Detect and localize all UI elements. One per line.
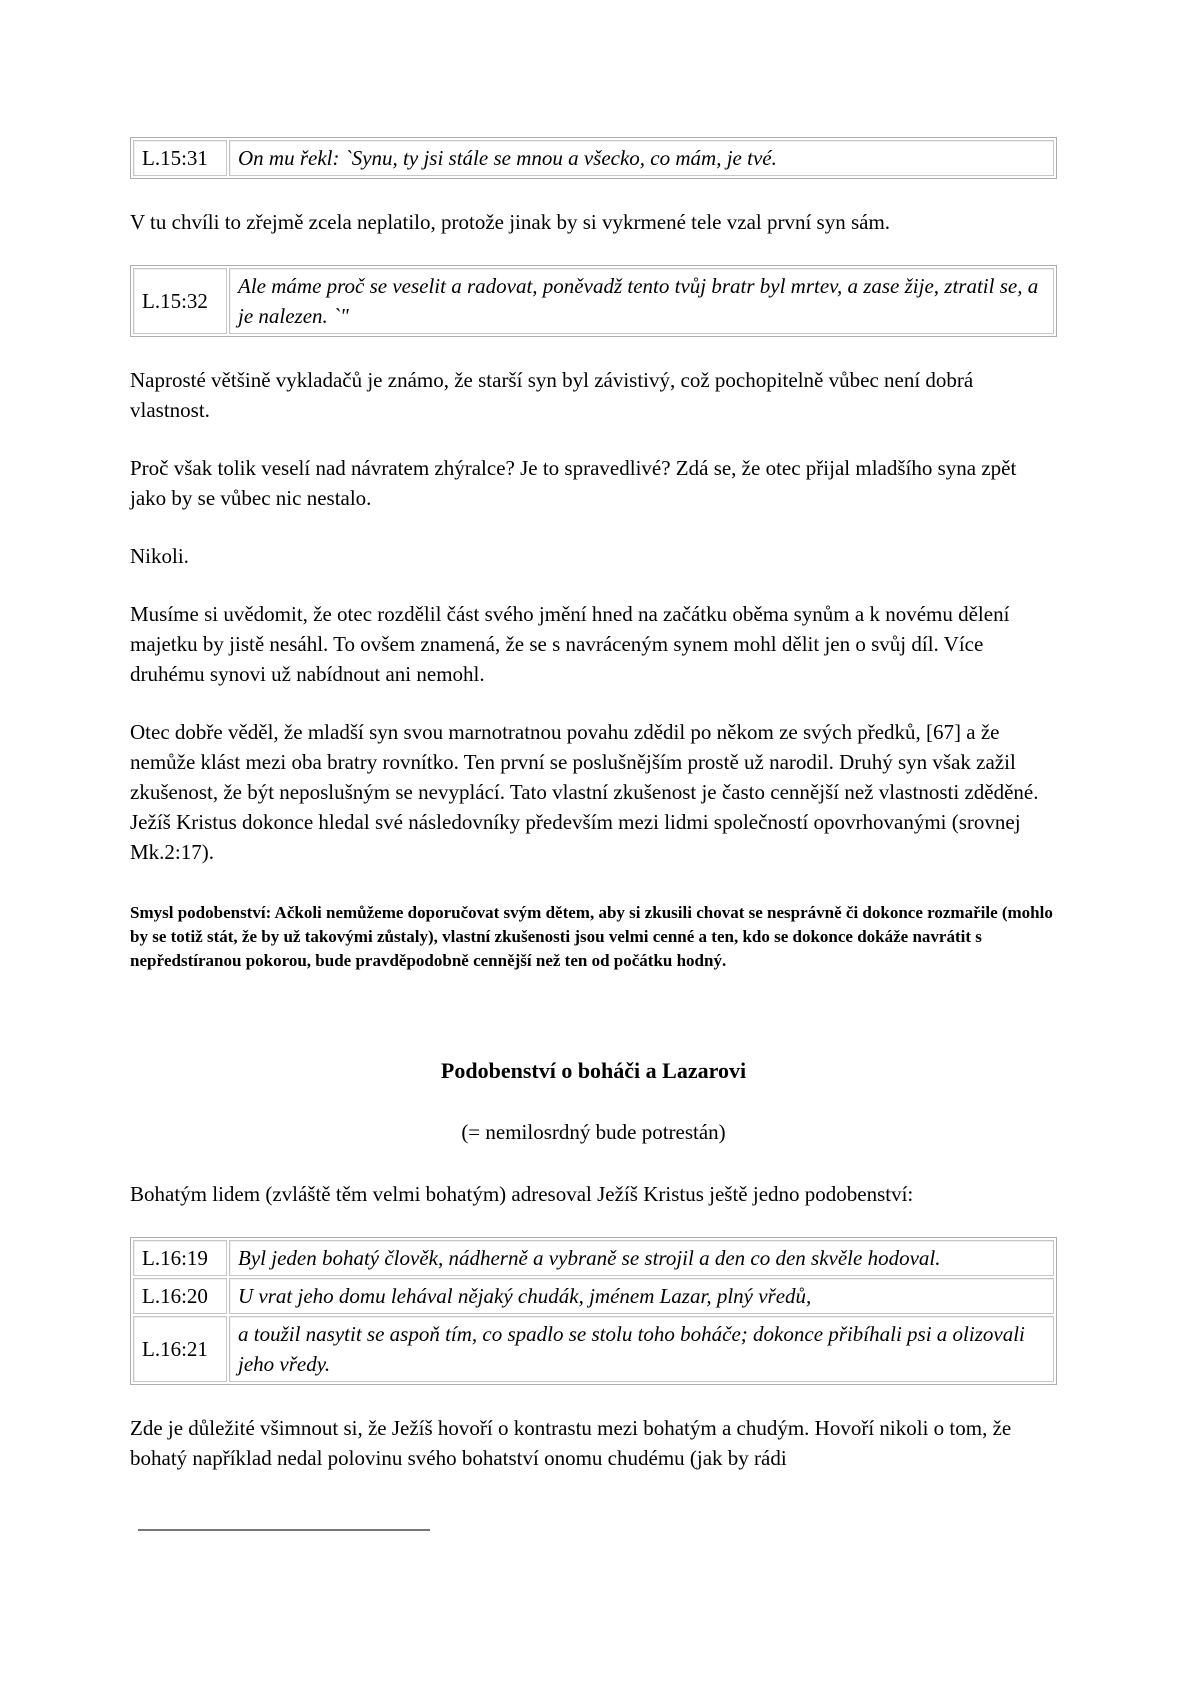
paragraph: Otec dobře věděl, že mladší syn svou marnotratnou povahu zdědil po někom ze svých předků, [67] a že nemůže klást mezi oba bratry rovnítko. Ten první se poslušnějším prostě už narodil. Druhý syn však zažil zkušenost, že být neposlušným se nevyplácí. Tato vlastní zkušenost je často cennější než vlastnosti zděděné. Ježíš Kristus dokonce hledal své následovníky především mezi lidmi společností opovrhovanými (srovnej Mk.2:17). bbox=[130, 720, 1039, 864]
footnote-divider bbox=[138, 1529, 430, 1531]
verse-table-l15-31 bbox=[130, 137, 1057, 179]
section-heading: Podobenství o boháči a Lazarovi bbox=[440, 1058, 747, 1083]
table-row bbox=[133, 140, 1054, 176]
section-subtitle: (= nemilosrdný bude potrestán) bbox=[461, 1120, 726, 1144]
verse-ref: L.16:20 bbox=[133, 1278, 227, 1314]
verse-text: a toužil nasytit se aspoň tím, co spadlo se stolu toho boháče; dokonce přibíhali psi a olizovali jeho vředy. bbox=[229, 1316, 1054, 1382]
verse-text: On mu řekl: `Synu, ty jsi stále se mnou a všecko, co mám, je tvé. bbox=[229, 140, 1054, 176]
paragraph: Naprosté většině vykladačů je známo, že starší syn byl závistivý, což pochopitelně vůbec není dobrá vlastnost. bbox=[130, 368, 974, 422]
verse-table-l16-19-21 bbox=[130, 1237, 1057, 1385]
table-row bbox=[133, 1240, 1054, 1276]
parable-meaning-note: Smysl podobenství: Ačkoli nemůžeme doporučovat svým dětem, aby si zkusili chovat se nesprávně či dokonce rozmařile (mohlo by se totiž stát, že by už takovými zůstaly), vlastní zkušenosti jsou velmi cenné a ten, kdo se dokonce dokáže navrátit s nepředstíranou pokorou, bude pravděpodobně cennější než ten od počátku hodný. bbox=[130, 903, 1053, 970]
paragraph: V tu chvíli to zřejmě zcela neplatilo, protože jinak by si vykrmené tele vzal první syn sám. bbox=[130, 210, 891, 234]
verse-ref: L.16:21 bbox=[133, 1316, 227, 1382]
verse-ref: L.16:19 bbox=[133, 1240, 227, 1276]
paragraph: Nikoli. bbox=[130, 544, 189, 568]
paragraph: Musíme si uvědomit, že otec rozdělil část svého jmění hned na začátku oběma synům a k novému dělení majetku by jistě nesáhl. To ovšem znamená, že se s navráceným synem mohl dělit jen o svůj díl. Více druhému synovi už nabídnout ani nemohl. bbox=[130, 602, 1010, 686]
table-row bbox=[133, 1316, 1054, 1382]
paragraph: Zde je důležité všimnout si, že Ježíš hovoří o kontrastu mezi bohatým a chudým. Hovoří nikoli o tom, že bohatý například nedal polovinu svého bohatství onomu chudému (jak by rádi bbox=[130, 1416, 1012, 1470]
paragraph: Bohatým lidem (zvláště těm velmi bohatým) adresoval Ježíš Kristus ještě jedno podobenství: bbox=[130, 1182, 914, 1206]
table-row bbox=[133, 268, 1054, 334]
paragraph: Proč však tolik veselí nad návratem zhýralce? Je to spravedlivé? Zdá se, že otec přijal mladšího syna zpět jako by se vůbec nic nestalo. bbox=[130, 456, 1017, 510]
verse-text: U vrat jeho domu lehával nějaký chudák, jménem Lazar, plný vředů, bbox=[229, 1278, 1054, 1314]
verse-text: Byl jeden bohatý člověk, nádherně a vybraně se strojil a den co den skvěle hodoval. bbox=[229, 1240, 1054, 1276]
verse-ref: L.15:32 bbox=[133, 268, 227, 334]
verse-ref: L.15:31 bbox=[133, 140, 227, 176]
table-row bbox=[133, 1278, 1054, 1314]
verse-text: Ale máme proč se veselit a radovat, poněvadž tento tvůj bratr byl mrtev, a zase žije, ztratil se, a je nalezen. `" bbox=[229, 268, 1054, 334]
verse-table-l15-32 bbox=[130, 265, 1057, 337]
